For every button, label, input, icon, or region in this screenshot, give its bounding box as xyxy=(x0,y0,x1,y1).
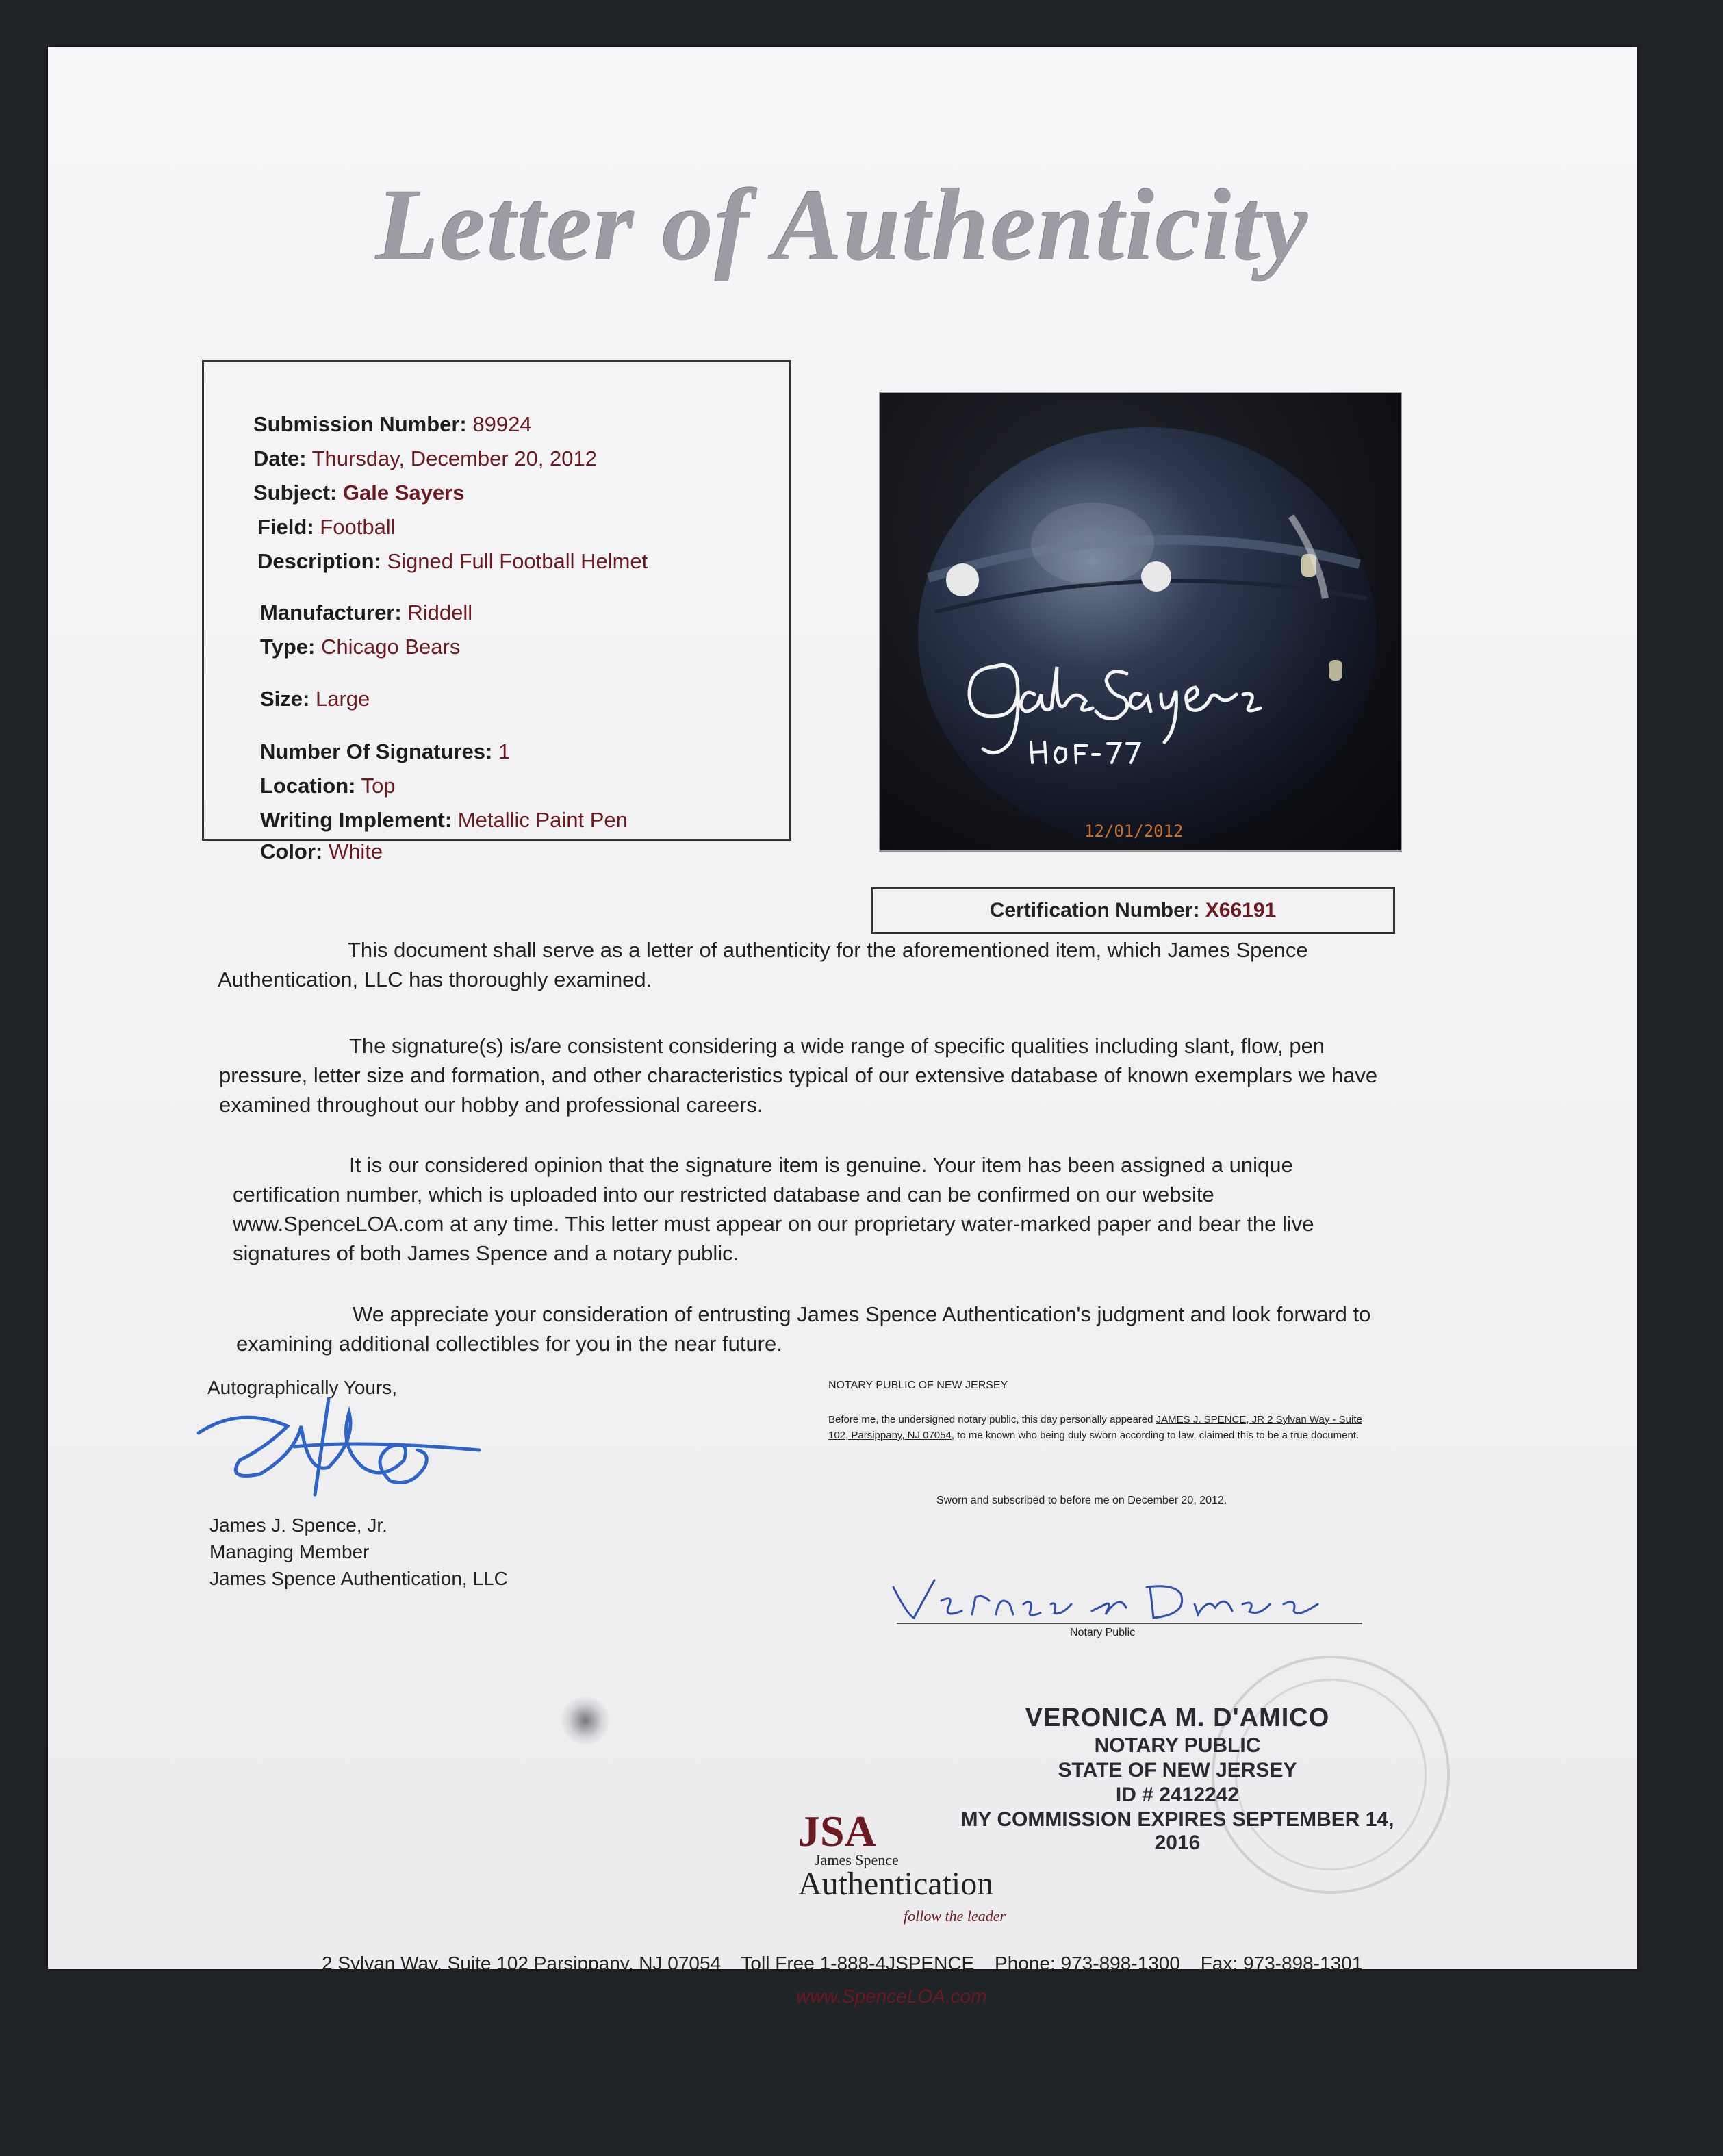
jsa-logo-line1: James Spence xyxy=(815,1851,899,1868)
certification-label: Certification Number: xyxy=(989,899,1200,922)
signer-role: Managing Member xyxy=(209,1541,370,1562)
paragraph: The signature(s) is/are consistent considering a wide range of specific qualities including slant, flow, pen pressure, letter size and formation, and other characteristics typical of our extensive database of known exemplars we have examined throughout our hobby and professional careers. xyxy=(219,1034,1378,1117)
paragraph: This document shall serve as a letter of authenticity for the aforementioned item, which James Spence Authentication, LLC has thoroughly examined. xyxy=(218,938,1308,991)
detail-row: Date: Thursday, December 20, 2012 xyxy=(253,446,598,470)
item-photo xyxy=(879,392,1402,852)
detail-row: Description: Signed Full Football Helmet xyxy=(257,549,648,573)
detail-row: Size: Large xyxy=(260,687,370,711)
jsa-logo-line2: Authentication xyxy=(798,1866,994,1902)
detail-row: Manufacturer: Riddell xyxy=(260,600,473,624)
footer-website-link[interactable]: www.SpenceLOA.com xyxy=(796,1986,987,2007)
closing-text: Autographically Yours, xyxy=(207,1377,398,1398)
signer-company: James Spence Authentication, LLC xyxy=(209,1568,508,1589)
notary-statement: Before me, the undersigned notary public, this day personally appeared JAMES J. SPENCE, JR 2 Sylvan Way - Suite 102, Parsippany, NJ 07054, to me known who being duly sworn according to law, claimed this to be a true document. xyxy=(828,1414,1362,1441)
signer-name: James J. Spence, Jr. xyxy=(209,1514,387,1536)
signer-block xyxy=(209,1512,508,1592)
footer-phone: Phone: 973-898-1300 xyxy=(995,1953,1180,1974)
detail-row: Location: Top xyxy=(260,774,396,798)
jsa-logo-mark: JSA xyxy=(798,1807,876,1855)
helmet-signature-image xyxy=(956,639,1284,790)
footer-fax: Fax: 973-898-1301 xyxy=(1200,1953,1363,1974)
notary-state: STATE OF NEW JERSEY xyxy=(1058,1759,1297,1781)
certification-number-box xyxy=(871,887,1395,934)
spence-signature-image xyxy=(185,1385,493,1501)
jsa-logo xyxy=(787,1806,1020,1936)
footer-contact xyxy=(322,1953,1377,1975)
notary-title: NOTARY PUBLIC xyxy=(1094,1734,1261,1757)
notary-name: VERONICA M. D'AMICO xyxy=(1025,1703,1330,1732)
paper-smudge xyxy=(561,1697,609,1745)
certification-number: X66191 xyxy=(1205,899,1277,922)
detail-row: Submission Number: 89924 xyxy=(253,412,532,436)
footer-address: 2 Sylvan Way, Suite 102 Parsippany, NJ 07054 xyxy=(322,1953,722,1974)
notary-header: NOTARY PUBLIC OF NEW JERSEY xyxy=(828,1380,1008,1391)
photo-date-stamp: 12/01/2012 xyxy=(1084,822,1184,841)
notary-id: ID # 2412242 xyxy=(1115,1784,1240,1806)
notary-sworn-text: Sworn and subscribed to before me on December 20, 2012. xyxy=(936,1495,1227,1506)
paragraph: It is our considered opinion that the signature item is genuine. Your item has been assigned a unique certification number, which is uploaded into our restricted database and can be confirmed on our website www.SpenceLOA.com at any time. This letter must appear on our proprietary water-marked paper and bear the live signatures of both James Spence and a notary public. xyxy=(233,1153,1314,1265)
footer-tollfree: Toll Free 1-888-4JSPENCE xyxy=(741,1953,975,1974)
item-details-box xyxy=(202,360,791,863)
letter-paper xyxy=(48,47,1637,2007)
detail-row: Field: Football xyxy=(257,515,396,539)
notary-caption: Notary Public xyxy=(1070,1627,1136,1638)
detail-row: Writing Implement: Metallic Paint Pen xyxy=(260,808,628,832)
jsa-logo-tagline: follow the leader xyxy=(904,1907,1006,1925)
letter-title: Letter of Authenticity xyxy=(376,168,1310,282)
detail-row: Number Of Signatures: 1 xyxy=(260,739,511,763)
notary-signature-image xyxy=(886,1567,1366,1628)
notary-expiration: MY COMMISSION EXPIRES SEPTEMBER 14, 2016 xyxy=(960,1808,1394,1854)
notary-signature-line xyxy=(897,1623,1362,1624)
paragraph: We appreciate your consideration of entrusting James Spence Authentication's judgment and look forward to examining additional collectibles for you in the near future. xyxy=(236,1302,1371,1356)
detail-row: Subject: Gale Sayers xyxy=(253,481,465,505)
detail-row: Color: White xyxy=(260,839,383,863)
detail-row: Type: Chicago Bears xyxy=(260,635,461,659)
